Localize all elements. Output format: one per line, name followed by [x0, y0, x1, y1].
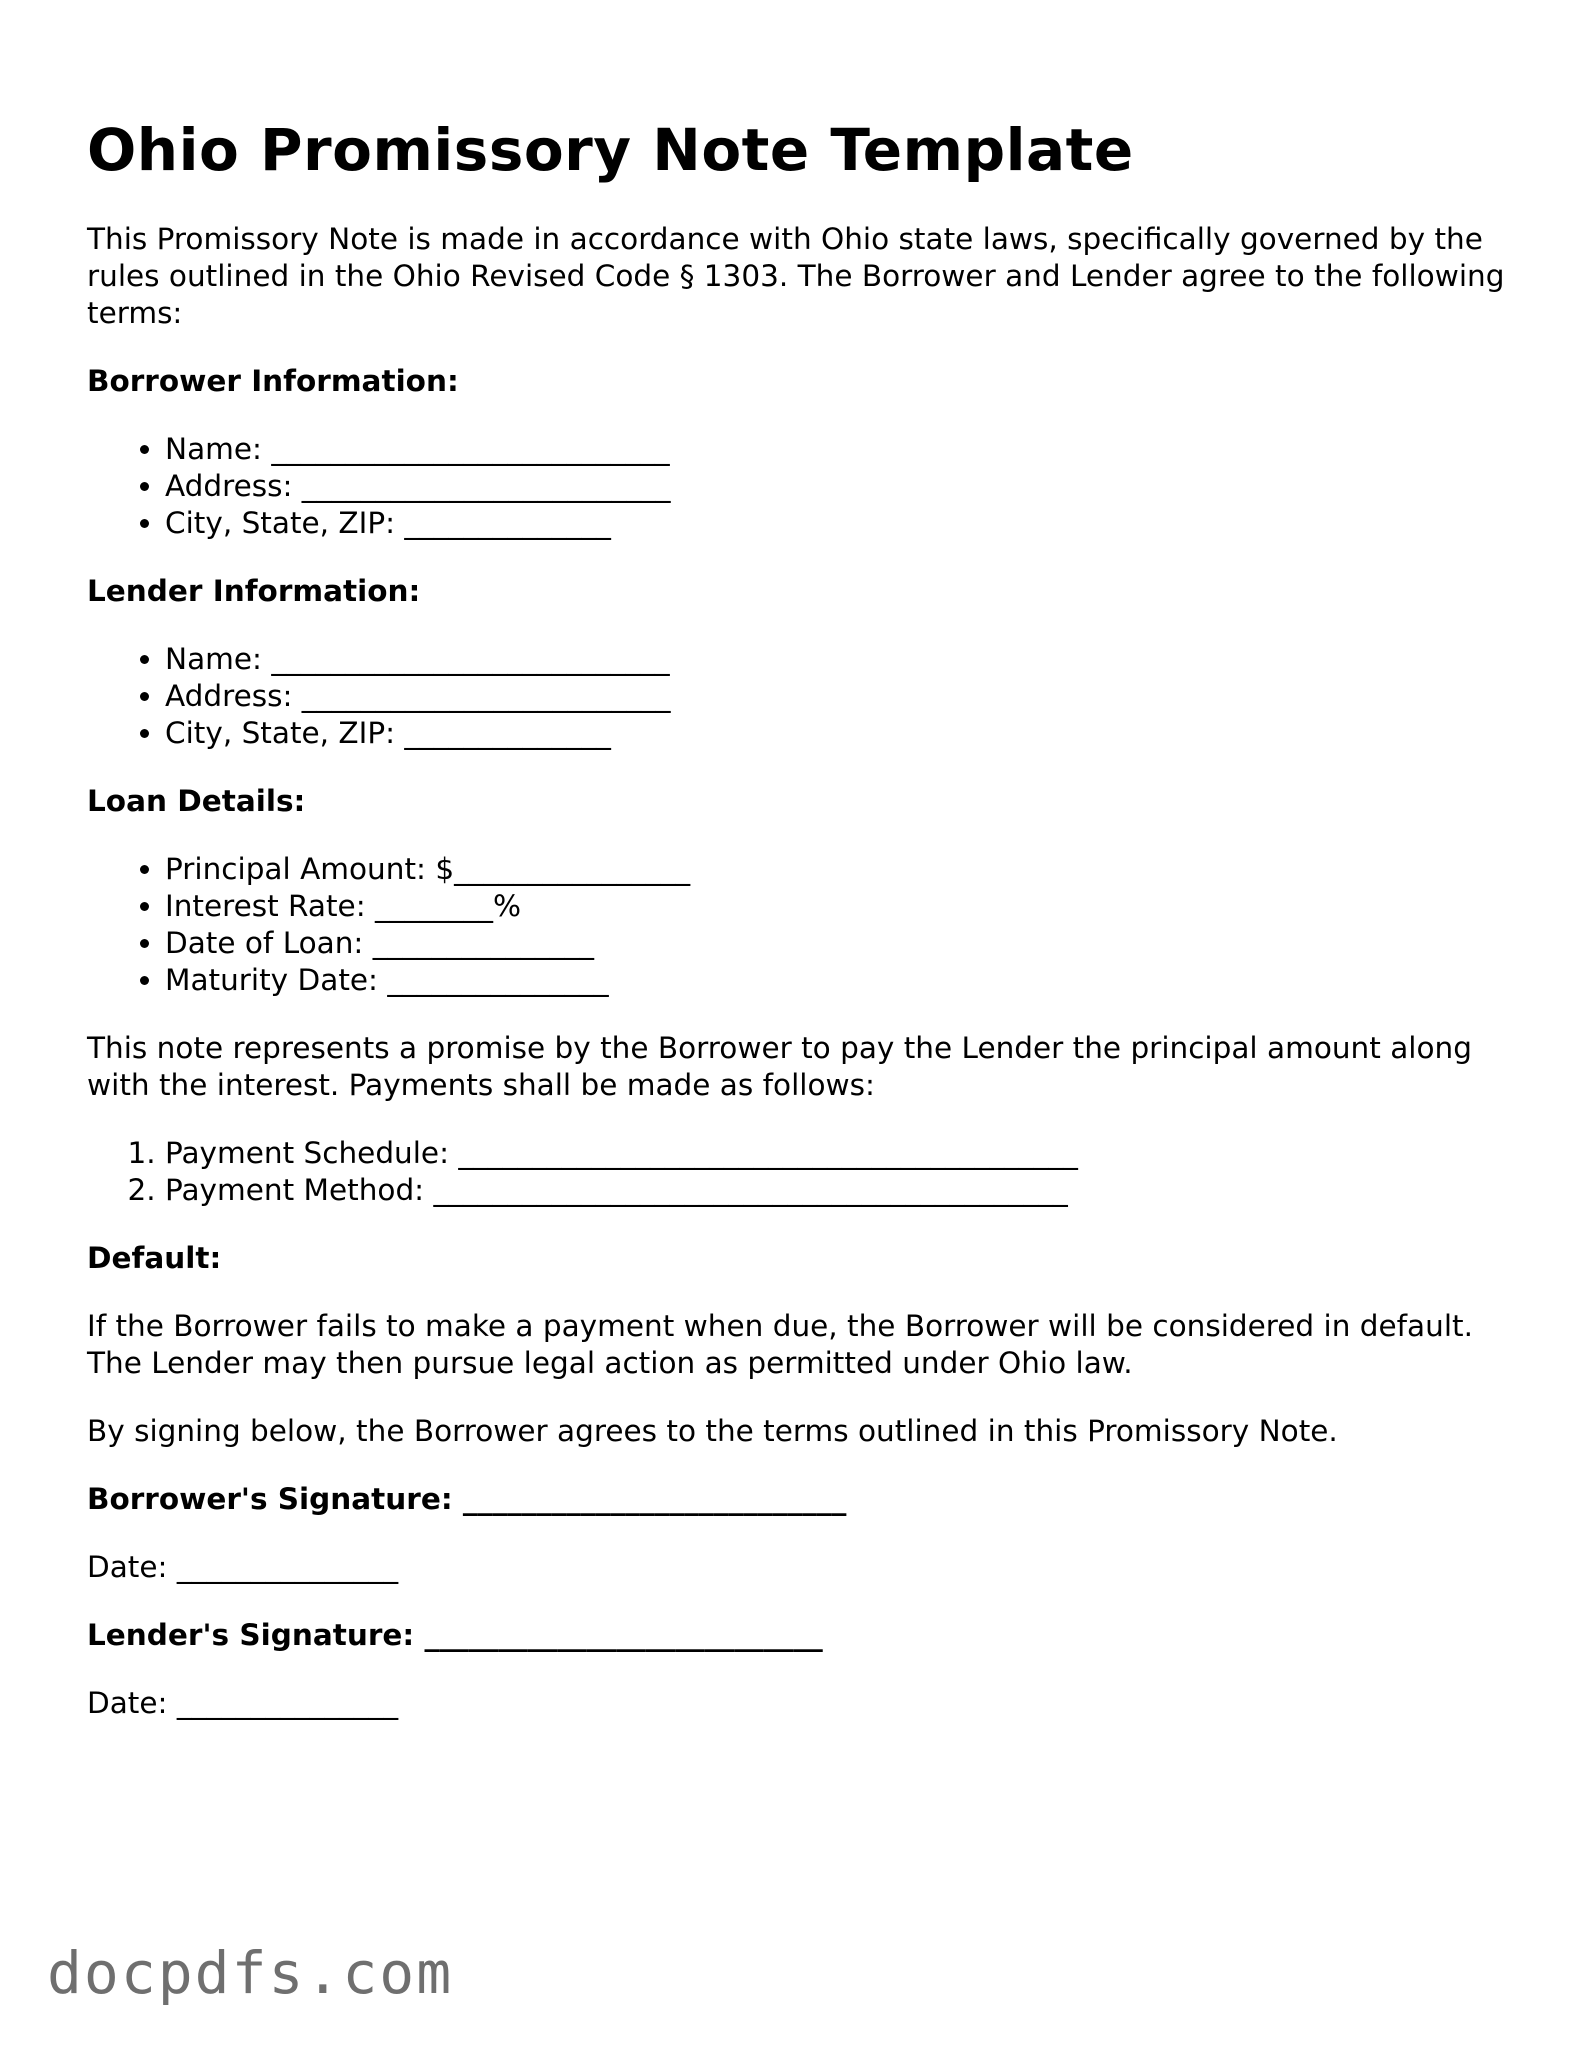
borrower-name-field: • Name: ___________________________: [165, 431, 1507, 468]
lender-date-line: Date: _______________: [87, 1686, 399, 1720]
lender-city-state-zip-field: • City, State, ZIP: ______________: [165, 715, 1507, 752]
borrower-info-heading: Borrower Information:: [87, 364, 459, 398]
date-of-loan-field: • Date of Loan: _______________: [165, 925, 1507, 962]
borrower-info-list: [87, 431, 1507, 542]
payment-method-field: 2. Payment Method: ___________________________________________: [165, 1172, 1507, 1209]
document-title: Ohio Promissory Note Template: [87, 116, 1134, 184]
lender-info-heading: Lender Information:: [87, 574, 421, 608]
default-paragraph: If the Borrower fails to make a payment when due, the Borrower will be considered in default. The Lender may then pursue legal action as permitted under Ohio law.: [87, 1309, 1473, 1380]
agreement-paragraph: By signing below, the Borrower agrees to the terms outlined in this Promissory Note.: [87, 1414, 1338, 1448]
payment-schedule-field: 1. Payment Schedule: __________________________________________: [165, 1135, 1507, 1172]
lender-name-field: • Name: ___________________________: [165, 641, 1507, 678]
borrower-city-state-zip-field: • City, State, ZIP: ______________: [165, 505, 1507, 542]
intro-paragraph: This Promissory Note is made in accordance with Ohio state laws, specifically governed by the rules outlined in the Ohio Revised Code § 1303. The Borrower and Lender agree to the following terms:: [87, 222, 1505, 330]
lender-info-list: [87, 641, 1507, 752]
promise-paragraph: This note represents a promise by the Borrower to pay the Lender the principal amount along with the interest. Payments shall be made as follows:: [87, 1031, 1472, 1102]
principal-amount-field: • Principal Amount: $________________: [165, 851, 1507, 888]
borrower-signature-line: Borrower's Signature: __________________________: [87, 1482, 847, 1516]
interest-rate-field: • Interest Rate: ________%: [165, 888, 1507, 925]
document-page: [87, 108, 1507, 1722]
loan-details-list: [87, 851, 1507, 999]
borrower-date-line: Date: _______________: [87, 1550, 399, 1584]
payment-terms-list: [87, 1135, 1507, 1209]
default-heading: Default:: [87, 1241, 222, 1275]
lender-signature-line: Lender's Signature: ___________________________: [87, 1618, 823, 1652]
borrower-address-field: • Address: _________________________: [165, 468, 1507, 505]
loan-details-heading: Loan Details:: [87, 784, 306, 818]
watermark-logo: docpdfs.com: [47, 1939, 454, 2007]
lender-address-field: • Address: _________________________: [165, 678, 1507, 715]
maturity-date-field: • Maturity Date: _______________: [165, 962, 1507, 999]
